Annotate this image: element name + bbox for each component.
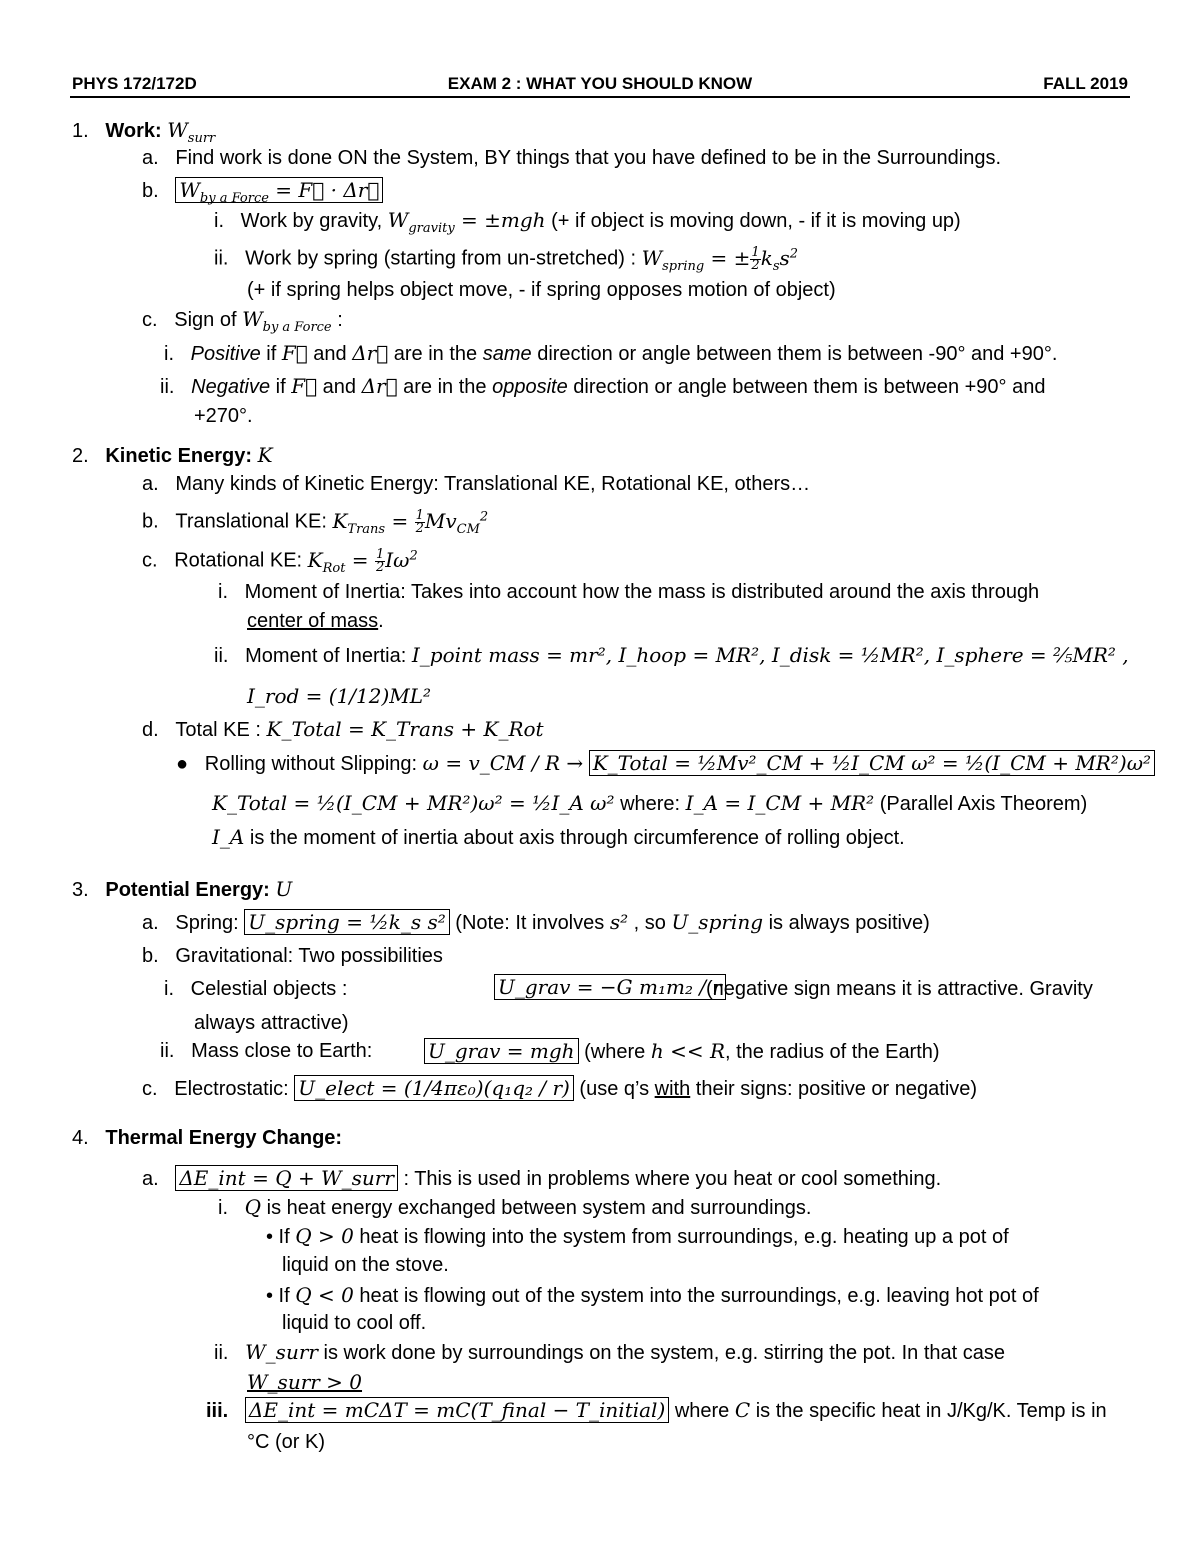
spring-pe-box: U_spring = ½k_s s² bbox=[244, 909, 449, 935]
section-title: Thermal Energy Change: bbox=[105, 1127, 343, 1149]
gravity-work-eq: $W_{gravity} = \pm mgh$ bbox=[387, 208, 546, 236]
item-4a-ii: ii. W_surr is work done by surroundings on the system, e.g. stirring the pot. In that case bbox=[214, 1340, 1005, 1364]
spring-work-eq: $W_{spring}$ = ± $\frac{1}{2}$ $k_ss^2$ bbox=[641, 244, 799, 274]
item-1c-ii-cont: +270°. bbox=[194, 405, 253, 427]
item-label: a. bbox=[142, 1168, 159, 1190]
item-1b-ii: ii. Work by spring (starting from un-stretched) : $W_{spring}$ = ± $\frac{1}{2}$ $k_ss^2$ bbox=[214, 244, 799, 274]
section-title: Work: bbox=[105, 120, 162, 142]
item-1b-i: i. Work by gravity, $W_{gravity} = \pm mgh$ (+ if object is moving down, - if it is moving up) bbox=[214, 208, 961, 236]
item-3a: a. Spring: U_spring = ½k_s s² (Note: It involves s² , so U_spring is always positive) bbox=[142, 910, 930, 934]
item-3b-ii: ii. Mass close to Earth: bbox=[160, 1040, 373, 1062]
symbol: U bbox=[275, 877, 293, 901]
inertia-formulas: I_point mass = mr², I_hoop = MR², I_disk = ½MR², I_sphere = ⅖MR² , bbox=[411, 643, 1129, 667]
section-3-heading bbox=[72, 877, 292, 902]
item-label: ii. bbox=[214, 1342, 229, 1364]
item-1b bbox=[142, 178, 383, 211]
earth-grav-box: U_grav = mgh bbox=[424, 1038, 579, 1064]
item-label: ii. bbox=[160, 376, 175, 398]
item-1c-ii: ii. Negative if F⃗ and Δr⃗ are in the opposite direction or angle between them is between +90° and bbox=[160, 374, 1046, 398]
item-label: ii. bbox=[214, 247, 229, 270]
rolling-ke-box: K_Total = ½Mv²_CM + ½I_CM ω² = ½(I_CM + MR²)ω² bbox=[589, 750, 1155, 776]
item-1c-i: i. Positive if F⃗ and Δr⃗ are in the same direction or angle between them is between -90° and +90°. bbox=[164, 341, 1058, 365]
bullet-icon: ● bbox=[176, 753, 189, 775]
item-3b: b. Gravitational: Two possibilities bbox=[142, 945, 443, 967]
section-number: 2. bbox=[72, 445, 89, 467]
item-label: i. bbox=[164, 978, 174, 1000]
item-2c-ii: ii. Moment of Inertia: I_point mass = mr², I_hoop = MR², I_disk = ½MR², I_sphere = ⅖MR² , bbox=[214, 643, 1129, 667]
section-number: 4. bbox=[72, 1127, 89, 1149]
rolling-line-2: K_Total = ½(I_CM + MR²)ω² = ½I_A ω² where: I_A = I_CM + MR² (Parallel Axis Theorem) bbox=[212, 791, 1088, 815]
item-3c: c. Electrostatic: U_elect = (1/4πε₀)(q₁q₂ / r) (use q’s with their signs: positive or negative) bbox=[142, 1076, 978, 1100]
item-label: d. bbox=[142, 719, 159, 741]
symbol: $W_{surr}$ bbox=[167, 118, 216, 146]
item-4a-i: i. Q is heat energy exchanged between system and surroundings. bbox=[218, 1195, 812, 1219]
earth-grav-line: U_grav = mgh (where h << R, the radius of the Earth) bbox=[424, 1039, 940, 1064]
exam-title: EXAM 2 : WHAT YOU SHOULD KNOW bbox=[447, 74, 753, 93]
celestial-grav-box: U_grav = −G m₁m₂ / r bbox=[494, 975, 726, 1000]
item-2b: b. Translational KE: $K_{Trans}$ = $\frac{1}{2}$ $Mv_{CM}^2$ bbox=[142, 507, 489, 537]
item-label: b. bbox=[142, 510, 159, 533]
item-3b-i: i. Celestial objects : bbox=[164, 978, 348, 1000]
item-label: a. bbox=[142, 147, 159, 169]
item-2a: a. Many kinds of Kinetic Energy: Translational KE, Rotational KE, others… bbox=[142, 473, 811, 495]
item-label: a. bbox=[142, 912, 159, 934]
item-label: b. bbox=[142, 945, 159, 967]
item-4a: a. ΔE_int = Q + W_surr : This is used in problems where you heat or cool something. bbox=[142, 1166, 942, 1190]
item-label: i. bbox=[164, 343, 174, 365]
item-label: i. bbox=[218, 581, 228, 603]
section-number: 1. bbox=[72, 120, 89, 142]
section-4-heading bbox=[72, 1126, 342, 1150]
section-number: 3. bbox=[72, 879, 89, 901]
item-2c-ii-cont: I_rod = (1/12)ML² bbox=[247, 684, 432, 708]
gravity-note: (negative sign means it is attractive. Gravity bbox=[706, 978, 1093, 1000]
item-2c-i: i. Moment of Inertia: Takes into account how the mass is distributed around the axis through bbox=[218, 581, 1040, 603]
heat-in-bullet: • If Q > 0 heat is flowing into the system from surroundings, e.g. heating up a pot of bbox=[266, 1224, 1009, 1248]
heat-in-cont: liquid on the stove. bbox=[282, 1254, 449, 1276]
term-label: FALL 2019 bbox=[1043, 74, 1128, 93]
item-label: c. bbox=[142, 1078, 158, 1100]
item-label: c. bbox=[142, 549, 158, 572]
section-title: Potential Energy: bbox=[105, 879, 270, 901]
item-label: i. bbox=[218, 1197, 228, 1219]
heat-out-cont: liquid to cool off. bbox=[282, 1312, 427, 1334]
item-label: ii. bbox=[214, 645, 229, 667]
item-label: ii. bbox=[160, 1040, 175, 1062]
header-rule bbox=[70, 96, 1130, 98]
item-text: Find work is done ON the System, BY things that you have defined to be in the Surroundings. bbox=[175, 147, 1002, 169]
item-2c: c. Rotational KE: $K_{Rot}$ = $\frac{1}{2}$ $I\omega^2$ bbox=[142, 546, 418, 576]
item-1c: c. Sign of $W_{by a Force}$ : bbox=[142, 307, 343, 335]
item-label: b. bbox=[142, 180, 159, 202]
work-formula-box: $W_{by a Force}$ = F⃗ · Δr⃗ bbox=[175, 177, 383, 203]
gravity-note-cont: always attractive) bbox=[194, 1012, 349, 1034]
item-label: a. bbox=[142, 473, 159, 495]
temp-units: °C (or K) bbox=[247, 1431, 325, 1453]
item-2d: d. Total KE : K_Total = K_Trans + K_Rot bbox=[142, 717, 544, 741]
item-label: iii. bbox=[206, 1400, 229, 1422]
item-4a-iii: iii. ΔE_int = mCΔT = mC(T_final − T_initial) where C is the specific heat in J/Kg/K. Temp is in bbox=[206, 1398, 1107, 1422]
item-2c-i-cont: center of mass. bbox=[247, 610, 384, 632]
item-1a bbox=[142, 146, 1001, 170]
work-surr-positive: W_surr > 0 bbox=[247, 1370, 363, 1394]
item-label: c. bbox=[142, 309, 158, 331]
item-label: i. bbox=[214, 210, 224, 232]
thermal-box: ΔE_int = Q + W_surr bbox=[175, 1165, 398, 1191]
electrostatic-box: U_elect = (1/4πε₀)(q₁q₂ / r) bbox=[294, 1075, 574, 1101]
rolling-bullet: ● Rolling without Slipping: ω = v_CM / R → K_Total = ½Mv²_CM + ½I_CM ω² = ½(I_CM + MR²)ω² bbox=[176, 751, 1155, 776]
heat-out-bullet: • If Q < 0 heat is flowing out of the system into the surroundings, e.g. leaving hot pot of bbox=[266, 1283, 1039, 1307]
section-2-heading bbox=[72, 443, 273, 468]
rolling-line-3: I_A is the moment of inertia about axis through circumference of rolling object. bbox=[212, 825, 905, 849]
page-header bbox=[72, 74, 1128, 96]
course-label: PHYS 172/172D bbox=[72, 74, 197, 93]
specific-heat-box: ΔE_int = mCΔT = mC(T_final − T_initial) bbox=[245, 1397, 669, 1423]
symbol: K bbox=[257, 443, 273, 467]
section-title: Kinetic Energy: bbox=[105, 445, 253, 467]
spring-sign-note: (+ if spring helps object move, - if spring opposes motion of object) bbox=[247, 279, 836, 301]
